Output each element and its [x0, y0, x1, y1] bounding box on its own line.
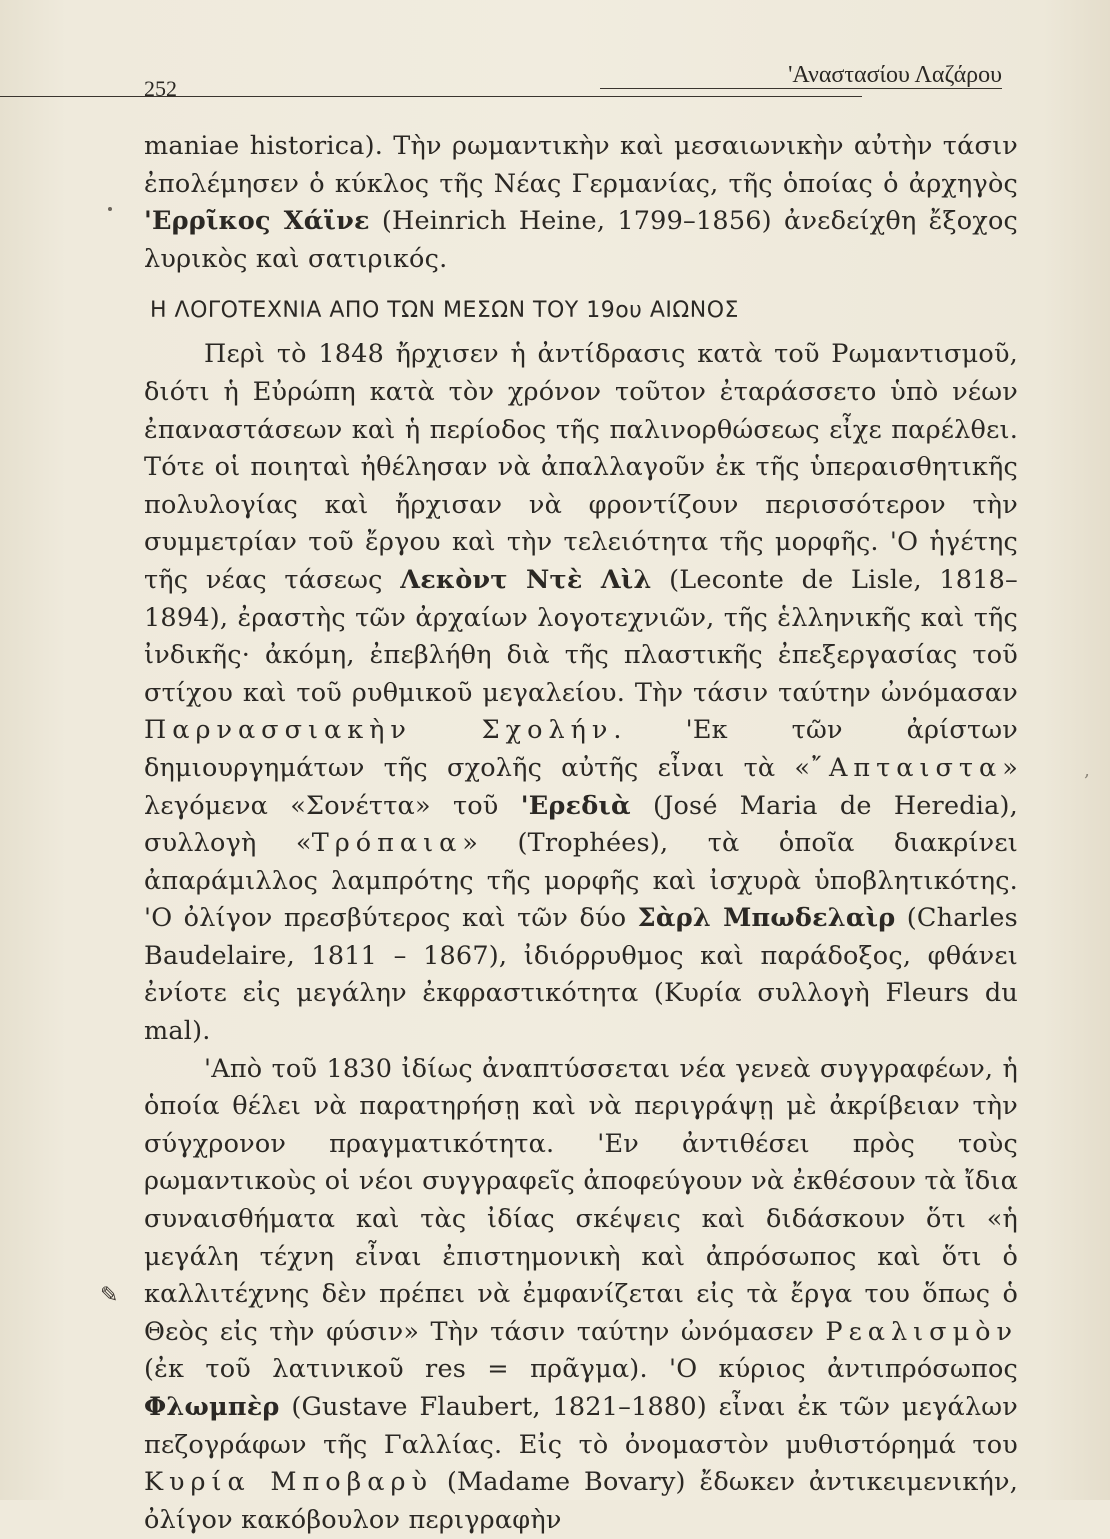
header-rule-short [600, 88, 1002, 89]
p2-spaced-parnassian: Παρνασσιακὴν Σχολήν [144, 715, 614, 746]
p2-spaced-tropaia: Τρόπαια [311, 828, 463, 859]
page-number: 252 [144, 76, 177, 101]
margin-dot [108, 207, 112, 211]
p3-spaced-bovary: Κυρία Μποβαρὺ [144, 1467, 434, 1498]
p2-a: Περὶ τὸ 1848 ἤρχισεν ἡ ἀντίδρασις κατὰ τοῦ Ρωμαντισμοῦ, διότι ἡ Εὐρώπη κατὰ τὸν χρόνον τοῦτον ἐταράσσετο ὑπὸ νέων ἐπαναστάσεων καὶ ἡ περίοδος τῆς παλινορθώσεως εἶχε παρέλθει. Τότε οἱ ποιηταὶ ἠθέλησαν νὰ ἀπαλλαγοῦν ἐκ τῆς ὑπεραισθητικῆς πολυλογίας καὶ ἤρχισαν νὰ φροντίζουν περισσότερον τὴν συμμετρίαν τοῦ ἔργου καὶ τὴν τελειότητα τῆς μορφῆς. 'Ο ἡγέτης τῆς νέας τάσεως [144, 339, 1018, 595]
header-rule [0, 96, 862, 97]
p2-bold-baudelaire: Σὰρλ Μπωδελαὶρ [637, 903, 896, 934]
margin-tick: ‚ [1084, 760, 1090, 781]
p2-spaced-aptaista: ῎Απταιστα [810, 752, 1003, 783]
p2-bold-heredia: 'Ερεδιὰ [520, 790, 631, 821]
p2-d: » λεγόμενα «Σονέττα» τοῦ [144, 752, 1018, 821]
p2-f: » (Trophées), τὰ ὁποῖα διακρίνει ἀπαράμιλλος λαμπρότης τῆς μορφῆς καὶ ἰσχυρὰ ὑποβλητικότης. 'Ο ὀλίγον πρεσβύτερος καὶ τῶν δύο [144, 828, 1018, 934]
body-text [144, 128, 1018, 1539]
p3-spaced-realism: Ρεαλισμὸν [825, 1316, 1019, 1347]
p3-d: (Madame Bovary) ἔδωκεν ἀντικειμενικήν, ὀλίγον κακόβουλον περιγραφὴν [144, 1467, 1019, 1535]
p2-bold-leconte: Λεκὸντ Ντὲ Λὶλ [400, 564, 652, 595]
p1-tail: (Heinrich Heine, 1799–1856) ἀνεδείχθη ἔξοχος λυρικὸς καὶ σατιρικός. [144, 206, 1018, 274]
p2-e: (José Maria de Heredia), συλλογὴ « [144, 790, 1018, 859]
p2-b: (Leconte de Lisle, 1818–1894), ἐραστὴς τῶν ἀρχαίων λογοτεχνιῶν, τῆς ἑλληνικῆς καὶ τῆς ἰνδικῆς· ἀκόμη, ἐπεβλήθη διὰ τῆς πλαστικῆς ἐπεξεργασίας τοῦ στίχου καὶ τοῦ ρυθμικοῦ μεγαλείου. Τὴν τάσιν ταύτην ὠνόμασαν [144, 564, 1018, 708]
p2-c: . 'Εκ τῶν ἀρίστων δημιουργημάτων τῆς σχολῆς αὐτῆς εἶναι τὰ « [144, 715, 1018, 783]
p3-a: 'Απὸ τοῦ 1830 ἰδίως ἀναπτύσσεται νέα γενεὰ συγγραφέων, ἡ ὁποία θέλει νὰ παρατηρήσῃ καὶ νὰ περιγράψῃ μὲ ἀκρίβειαν τὴν σύγχρονον πραγματικότητα. 'Εν ἀντιθέσει πρὸς τοὺς ρωμαντικοὺς οἱ νέοι συγγραφεῖς ἀποφεύγουν νὰ ἐκθέσουν τὰ ἴδια συναισθήματα καὶ τὰς ἰδίας σκέψεις καὶ διδάσκουν ὅτι «ἡ μεγάλη τέχνη εἶναι ἐπιστημονικὴ καὶ ἀπρόσωπος καὶ ὅτι ὁ καλλιτέχνης δὲν πρέπει νὰ ἐμφανίζεται εἰς τὰ ἔργα του ὅπως ὁ Θεὸς εἰς τὴν φύσιν» Τὴν τάσιν ταύτην ὠνόμασεν [144, 1053, 1018, 1347]
section-heading: Η ΛΟΓΟΤΕΧΝΙΑ ΑΠΟ ΤΩΝ ΜΕΣΩΝ ΤΟΥ 19ου ΑΙΩΝΟΣ [150, 298, 739, 324]
p2-g: (Charles Baudelaire, 1811 – 1867), ἰδιόρρυθμος καὶ παράδοξος, φθάνει ἐνίοτε εἰς μεγάλην ἐκφραστικότητα (Κυρία συλλογὴ Fleurs du mal). [144, 903, 1018, 1047]
paragraph-3 [144, 1051, 1018, 1539]
paragraph-1 [144, 128, 1018, 278]
p3-b: (ἐκ τοῦ λατινικοῦ res = πρᾶγμα). 'Ο κύριος ἀντιπρόσωπος [144, 1354, 1018, 1385]
page-header [140, 62, 1002, 101]
p1-text: maniae historica). Τὴν ρωμαντικὴν καὶ μεσαιωνικὴν αὐτὴν τάσιν ἐπολέμησεν ὁ κύκλος τῆς Νέας Γερμανίας, τῆς ὁποίας ὁ ἀρχηγὸς [144, 131, 1018, 199]
running-head: 'Αναστασίου Λαζάρου [788, 62, 1002, 88]
p3-bold-flaubert: Φλωμπὲρ [144, 1392, 280, 1422]
paragraph-2 [144, 336, 1018, 1050]
p1-bold-name: 'Ερρῖκος Χάϊνε [144, 206, 370, 237]
pencil-mark-icon: ✎ [100, 1283, 119, 1308]
p3-c: (Gustave Flaubert, 1821–1880) εἶναι ἐκ τῶν μεγάλων πεζογράφων τῆς Γαλλίας. Εἰς τὸ ὀνομαστὸν μυθιστόρημά του [144, 1392, 1019, 1460]
